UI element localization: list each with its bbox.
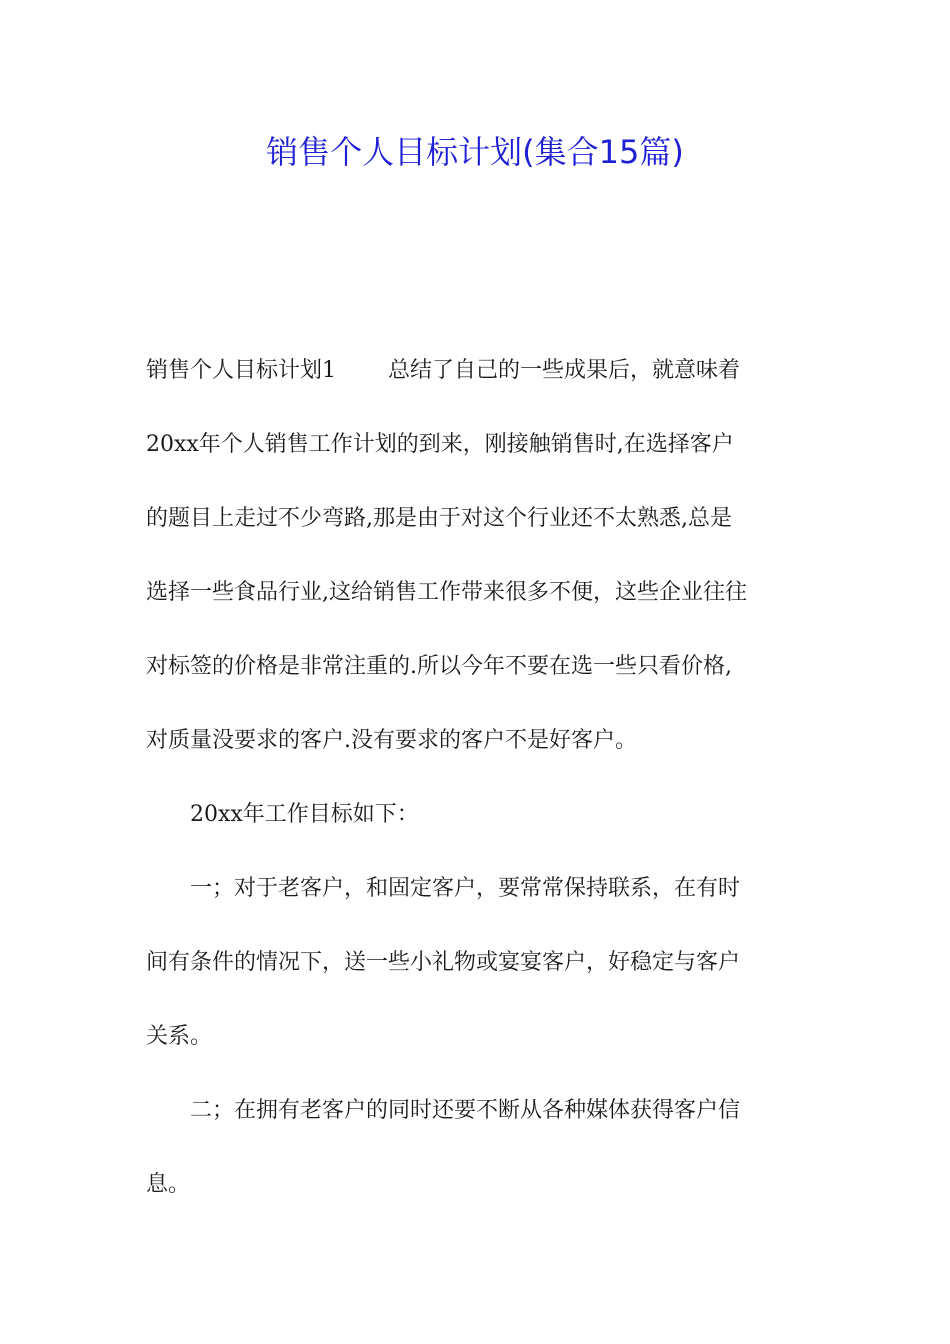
body-line-4: 选择一些食品行业,这给销售工作带来很多不便，这些企业往往 <box>146 580 747 605</box>
body-line-12: 息。 <box>146 1172 191 1197</box>
document-title: 销售个人目标计划(集合15篇) <box>266 133 684 171</box>
section-heading: 销售个人目标计划1 <box>146 358 336 383</box>
body-line-7: 20xx年工作目标如下： <box>190 802 419 827</box>
body-line-2: 20xx年个人销售工作计划的到来，刚接触销售时,在选择客户 <box>146 432 734 457</box>
body-line-1-text: 总结了自己的一些成果后，就意味着 <box>388 358 741 383</box>
body-line-10: 关系。 <box>146 1024 213 1049</box>
body-line-9: 间有条件的情况下，送一些小礼物或宴宴客户，好稳定与客户 <box>146 950 741 975</box>
body-line-5: 对标签的价格是非常注重的.所以今年不要在选一些只看价格, <box>146 654 732 679</box>
body-line-3: 的题目上走过不少弯路,那是由于对这个行业还不太熟悉,总是 <box>146 506 732 531</box>
body-line-1 <box>146 334 806 408</box>
document-body <box>146 334 806 1222</box>
body-line-11: 二；在拥有老客户的同时还要不断从各种媒体获得客户信 <box>190 1098 741 1123</box>
body-line-8: 一；对于老客户，和固定客户，要常常保持联系，在有时 <box>190 876 741 901</box>
body-line-6: 对质量没要求的客户.没有要求的客户不是好客户。 <box>146 728 637 753</box>
